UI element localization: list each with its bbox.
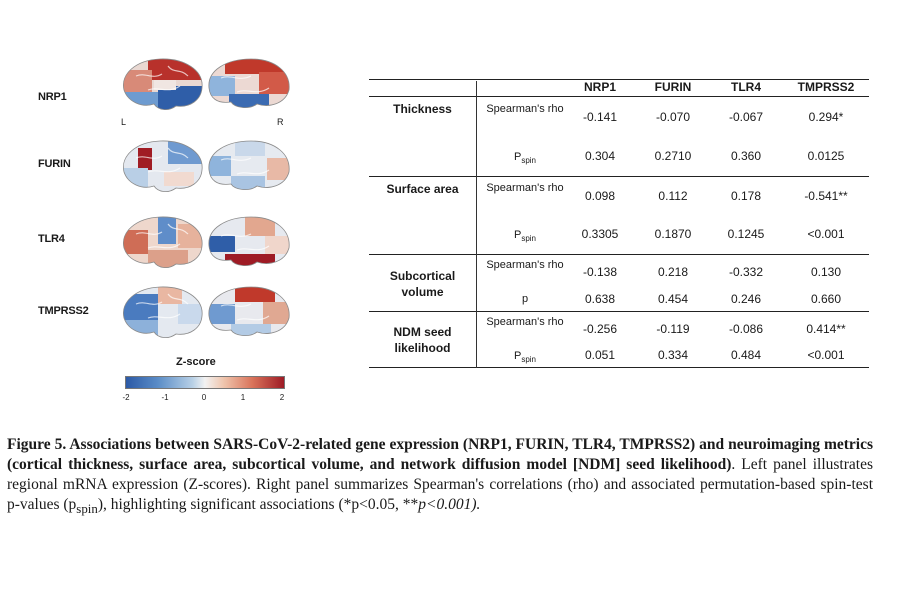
table-cell: 0.3305 xyxy=(581,227,619,241)
table-cell: 0.360 xyxy=(730,149,762,163)
table-cell: 0.294* xyxy=(808,110,844,124)
brain-map-furin-right xyxy=(205,138,293,196)
stat-label-rho: Spearman's rho xyxy=(486,259,564,271)
brain-map-nrp1-left xyxy=(118,56,206,114)
brain-map-tlr4-left xyxy=(118,214,206,272)
table-cell: 0.246 xyxy=(730,292,762,306)
colorbar-tick: -1 xyxy=(161,393,169,402)
table-cell: 0.112 xyxy=(658,189,688,203)
colorbar-tick: 0 xyxy=(201,393,207,402)
column-header-furin: FURIN xyxy=(654,80,692,94)
colorbar-tick: -2 xyxy=(122,393,130,402)
brain-map-tmprss2-left xyxy=(118,284,206,342)
caption-italic: p<0.001). xyxy=(418,496,481,513)
caption-text: . Left panel illustrates regional mRNA expression (Z-scores). Right panel summarizes Spearman's correlations (rho) and associated permutation-based spin-test p-values (p xyxy=(7,456,873,513)
table-cell: -0.256 xyxy=(582,322,618,336)
hemisphere-label-right: R xyxy=(277,117,284,127)
hemisphere-label-left: L xyxy=(121,117,127,127)
row-group-label-thickness: Thickness xyxy=(393,102,452,116)
table-group-rule xyxy=(369,176,869,177)
table-cell: 0.0125 xyxy=(807,149,845,163)
brain-map-tlr4-right xyxy=(205,214,293,272)
table-cell: -0.138 xyxy=(582,265,618,279)
column-header-tmprss2: TMPRSS2 xyxy=(797,80,855,94)
table-cell: <0.001 xyxy=(807,227,845,241)
stat-label-rho: Spearman's rho xyxy=(486,103,564,115)
table-cell: 0.051 xyxy=(584,348,616,362)
colorbar-tick: 1 xyxy=(240,393,246,402)
table-bottom-rule xyxy=(369,367,869,368)
column-header-nrp1: NRP1 xyxy=(583,80,617,94)
table-cell: -0.332 xyxy=(728,265,764,279)
gene-label-furin: FURIN xyxy=(38,158,71,170)
stat-label-pspin: $P_{spin}$ xyxy=(513,350,537,364)
stat-label-rho: Spearman's rho xyxy=(486,316,564,328)
table-cell: 0.098 xyxy=(584,189,616,203)
table-cell: 0.1870 xyxy=(654,227,692,241)
table-group-rule xyxy=(369,311,869,312)
table-cell: 0.130 xyxy=(810,265,842,279)
table-cell: 0.660 xyxy=(810,292,842,306)
column-header-tlr4: TLR4 xyxy=(731,80,761,94)
table-cell: -0.541** xyxy=(804,189,848,203)
table-cell: -0.070 xyxy=(655,110,691,124)
table-cell: 0.218 xyxy=(657,265,689,279)
brain-map-tmprss2-right xyxy=(205,284,293,342)
brain-map-furin-left xyxy=(118,138,206,196)
row-group-label-subcortical-volume: Subcortical volume xyxy=(389,269,456,299)
table-cell: 0.484 xyxy=(730,348,762,362)
row-group-label-ndm-seed-likelihood: NDM seed likelihood xyxy=(393,325,452,355)
table-cell: 0.638 xyxy=(584,292,616,306)
table-cell: -0.119 xyxy=(656,322,690,336)
colorbar-tick: 2 xyxy=(279,393,285,402)
figure-caption xyxy=(7,435,873,519)
gene-label-tlr4: TLR4 xyxy=(38,233,65,245)
table-cell: 0.454 xyxy=(657,292,689,306)
table-cell: -0.141 xyxy=(582,110,618,124)
caption-text: ), highlighting significant associations (*p<0.05, ** xyxy=(97,496,419,513)
table-cell: 0.414** xyxy=(806,322,846,336)
table-cell: <0.001 xyxy=(807,348,845,362)
table-header-rule xyxy=(369,96,869,97)
table-cell: -0.067 xyxy=(728,110,764,124)
table-cell: 0.2710 xyxy=(654,149,692,163)
table-top-rule xyxy=(369,79,869,80)
brain-map-nrp1-right xyxy=(205,56,293,114)
colorbar xyxy=(125,376,285,389)
stat-label-rho: Spearman's rho xyxy=(486,182,564,194)
gene-label-nrp1: NRP1 xyxy=(38,91,67,103)
stat-label-pspin: $P_{spin}$ xyxy=(513,151,537,165)
table-column-divider xyxy=(476,81,477,368)
table-cell: 0.334 xyxy=(657,348,689,362)
table-cell: 0.1245 xyxy=(727,227,765,241)
caption-title: Figure 5. Associations between SARS-CoV-2-related gene expression (NRP1, FURIN, TLR4, TMPRSS2) and neuroimaging metrics (cortical thickness, surface area, subcortical volume, and network diffusion model [NDM] seed likelihood) xyxy=(7,436,873,473)
stat-label-pspin: $P_{spin}$ xyxy=(513,229,537,243)
table-cell: 0.178 xyxy=(730,189,762,203)
table-group-rule xyxy=(369,254,869,255)
table-cell: 0.304 xyxy=(584,149,616,163)
colorbar-title: Z-score xyxy=(176,356,216,368)
caption-subscript: spin xyxy=(76,501,98,517)
row-group-label-surface-area: Surface area xyxy=(386,182,459,196)
table-cell: -0.086 xyxy=(728,322,764,336)
gene-label-tmprss2: TMPRSS2 xyxy=(38,305,89,317)
stat-label-p: p xyxy=(521,293,529,305)
